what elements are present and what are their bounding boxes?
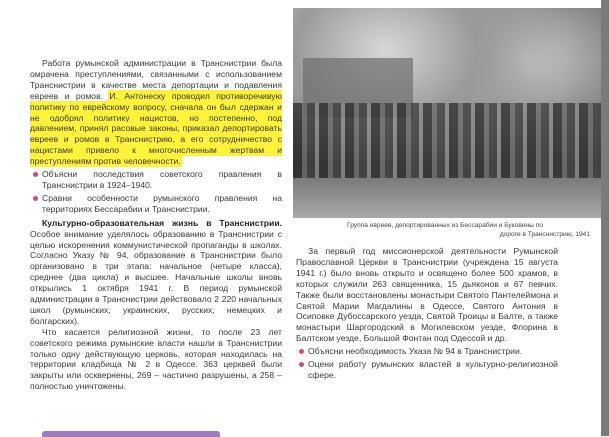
left-text-column <box>30 58 282 392</box>
question-bullet: Оцени работу румынских властей в культурно-религиозной сфере. <box>296 359 558 381</box>
section-heading: Культурно-образовательная жизнь в Транснистрии. <box>42 217 282 228</box>
bullet-icon <box>33 172 38 177</box>
photo-road <box>293 178 601 218</box>
right-text-column <box>296 246 558 381</box>
historical-photo <box>293 8 601 218</box>
religion-paragraph: Что касается религиозной жизни, то после 23 лет советского режима румынские власти нашли в Транснистрии только одну действующую церковь, которая находилась на территории кладбища № 2 в Одессе. 363 церквей были закрыты или осквернены, 269 – частично разрушены, а 258 – полностью уничтожены. <box>30 326 282 392</box>
photo-crowd <box>293 103 601 183</box>
bottom-section-bar <box>42 431 220 437</box>
church-paragraph: За первый год миссионерской деятельности Румынской Православной Церкви в Транснистрии (учреждена 15 августа 1941 г.) было вновь открыто и освящено более 500 храмов, в которых служили 263 священника, 15 дьяконов и 67 певчих. Также были восстановлены монастыри Святого Пантелеймона и Святой Марии Магдалины в Одессе, Святого Антония в Осиповке Дубоссарского уезда, Святой Троицы в Балте, а также монастыри Шаргородский в Могилевском уезде, Флорина в Балтском уезде, Большой Фонтан под Одессой и др. <box>296 246 558 344</box>
photo-caption: Группа евреев, депортированных из Бессарабии и Буковины по дороге в Транснистрию, 1941 <box>347 222 590 238</box>
bullet-icon <box>299 349 304 354</box>
question-bullet: Сравни особенности румынского правления на территориях Бессарабии и Транснистрии. <box>30 193 282 215</box>
bullet-icon <box>299 362 304 367</box>
education-paragraph: Культурно-образовательная жизнь в Транснистрии. Особое внимание уделялось образованию в Транснистрии с целью искоренения коммунистической пропаганды в школах. Согласно Указу № 94, образование в Транснистрии было организовано в три этапа: начальное (четыре класса), среднее (два цикла) и высшее. Начальные школы вновь открылись 1 октября 1941 г. В период румынской администрации в Транснистрии действовало 2 220 начальных школ (румынских, украинских, русских, немецких и болгарских). <box>30 217 282 326</box>
question-bullet: Объясни последствия советского правления в Транснистрии в 1924–1940. <box>30 169 282 191</box>
page-edge-strip <box>601 0 609 436</box>
question-bullet: Объясни необходимость Указа № 94 в Транснистрии. <box>296 346 558 357</box>
highlighted-passage: И. Антонеску проводил противоречивую политику по еврейскому вопросу, сначала он был сдержан и не одобрял политику нацистов, но постепенно, под давлением, принял расовые законы, приказал депортировать евреев и ромов в Транснистрию, а его сотрудничество с нацистами привело к многочисленным жертвам и преступлениям против человечности. <box>30 90 282 167</box>
bullet-icon <box>33 196 38 201</box>
intro-paragraph: Работа румынской администрации в Транснистрии была омрачена преступлениями, связанными с использованием Транснистрии в качестве места депортации и подавления евреев и ромов. И. Антонеску проводил противоречивую политику по еврейскому вопросу, сначала он был сдержан и не одобрял политику нацистов, но постепенно, под давлением, принял расовые законы, приказал депортировать евреев и ромов в Транснистрию, а его сотрудничество с нацистами привело к многочисленным жертвам и преступлениям против человечности. <box>30 58 282 167</box>
